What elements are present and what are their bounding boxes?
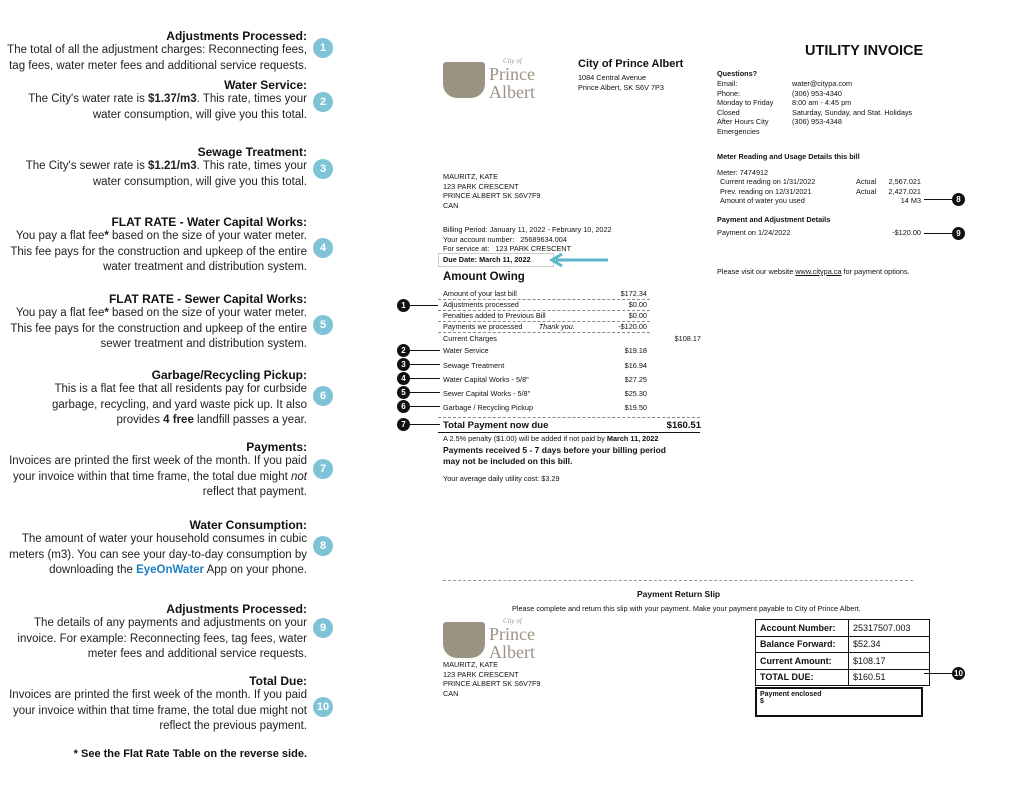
logo-albert: Albert: [489, 82, 535, 102]
slip-instructions: Please complete and return this slip with your payment. Make your payment payable to City of Prince Albert.: [512, 604, 861, 613]
city-name: City of Prince Albert: [578, 58, 684, 70]
current-charges-row: Current Charges $108.17: [443, 334, 701, 343]
legend-number-4: 4: [313, 238, 333, 258]
legend-title-5: FLAT RATE - Sewer Capital Works:: [108, 292, 307, 306]
legend-number-7: 7: [313, 459, 333, 479]
marker-6: 6: [397, 400, 410, 413]
legend-number-1: 1: [313, 38, 333, 58]
payment-section-title: Payment and Adjustment Details: [717, 215, 831, 224]
legend-title-2: Water Service:: [224, 78, 307, 92]
marker-3: 3: [397, 358, 410, 371]
invoice-title: UTILITY INVOICE: [805, 43, 924, 59]
legend-body-1: The total of all the adjustment charges: Reconnecting fees, tag fees, water meter fees and additional service requests.: [7, 44, 307, 72]
legend-number-3: 3: [313, 159, 333, 179]
marker-4: 4: [397, 372, 410, 385]
legend-number-9: 9: [313, 618, 333, 638]
marker-2: 2: [397, 344, 410, 357]
legend-body-10: Invoices are printed the first week of the month. If you paid your invoice within that time frame, the total due might not reflect the previous payment.: [9, 689, 307, 732]
slip-crest-icon: [443, 622, 485, 658]
legend-number-6: 6: [313, 386, 333, 406]
tear-line: [443, 580, 913, 581]
due-date: Due Date: March 11, 2022: [443, 255, 531, 264]
city-logo: [443, 58, 535, 101]
marker-7: 7: [397, 418, 410, 431]
slip-title: Payment Return Slip: [637, 589, 721, 599]
meter-number: Meter: 7474912: [717, 168, 769, 177]
legend-title-10: Total Due:: [249, 674, 307, 688]
slip-row-total: TOTAL DUE: $160.51: [756, 669, 930, 686]
flat-rate-footnote: * See the Flat Rate Table on the reverse side.: [73, 748, 307, 760]
city-address: 1084 Central Avenue Prince Albert, SK S6V 7P3: [578, 73, 664, 92]
meter-section-title: Meter Reading and Usage Details this bill: [717, 152, 860, 161]
contact-block: Email: water@citypa.com Phone: (306) 953-4340 Monday to Friday 8:00 am - 4:45 pm Closed Saturday, Sunday, and Stat. Holidays After Hours City Emergencies (306) 953-4348: [717, 79, 913, 136]
legend-title-3: Sewage Treatment:: [197, 145, 307, 159]
crest-icon: [443, 62, 485, 98]
owing-row-adjustments: Adjustments processed $0.00: [443, 300, 647, 309]
legend-number-10: 10: [313, 697, 333, 717]
payment-enclosed-field[interactable]: [755, 687, 923, 717]
logo-prince: Prince: [489, 64, 535, 84]
eyeonwater-link[interactable]: EyeOnWater: [136, 564, 205, 576]
marker-9: 9: [952, 227, 965, 240]
legend-title-9: Adjustments Processed:: [166, 602, 307, 616]
legend-title-4: FLAT RATE - Water Capital Works:: [111, 215, 307, 229]
slip-row-current: Current Amount: $108.17: [756, 653, 930, 670]
billing-info: Billing Period: January 11, 2022 - February 10, 2022 Your account number: 25689634.004 For service at: 123 PARK CRESCENT: [443, 225, 612, 253]
slip-city-logo: [443, 618, 535, 661]
charge-water-capital: Water Capital Works - 5/8" $27.25: [443, 375, 647, 384]
legend-title-6: Garbage/Recycling Pickup:: [151, 368, 307, 382]
slip-logo-prince: Prince: [489, 624, 535, 644]
legend-title-8: Water Consumption:: [189, 518, 307, 532]
legend-number-5: 5: [313, 315, 333, 335]
charge-garbage: Garbage / Recycling Pickup $19.50: [443, 403, 647, 412]
average-daily-cost: Your average daily utility cost: $3.29: [443, 474, 560, 483]
marker-1: 1: [397, 299, 410, 312]
penalty-note: A 2.5% penalty ($1.00) will be added if not paid by March 11, 2022: [443, 434, 659, 443]
slip-mailing-address: MAURITZ, KATE 123 PARK CRESCENT PRINCE ALBERT SK S6V7F9 CAN: [443, 660, 541, 698]
marker-8: 8: [952, 193, 965, 206]
payments-note: Payments received 5 - 7 days before your billing period may not be included on this bill.: [443, 445, 666, 466]
legend-body-9: The details of any payments and adjustments on your invoice. For example: Reconnecting fees, tag fees, water meter fees and additional service requests.: [17, 617, 307, 660]
logo-city-of: City of: [503, 57, 522, 65]
arrow-icon: [548, 253, 610, 267]
legend-title-7: Payments:: [246, 440, 307, 454]
marker-5: 5: [397, 386, 410, 399]
amount-owing-title: Amount Owing: [443, 271, 525, 283]
owing-row-penalties: Penalties added to Previous Bill $0.00: [443, 311, 647, 320]
slip-logo-albert: Albert: [489, 642, 535, 662]
slip-row-account: Account Number: 25317507.003: [756, 620, 930, 637]
charge-sewer-capital: Sewer Capital Works - 5/8" $25.30: [443, 389, 647, 398]
payment-enclosed-label: Payment enclosed: [760, 691, 822, 698]
slip-logo-city-of: City of: [503, 617, 522, 625]
charge-sewage-treatment: Sewage Treatment $16.94: [443, 361, 647, 370]
slip-summary-table: [755, 619, 930, 686]
legend-body-7: Invoices are printed the first week of the month. If you paid your invoice within that time frame, the total due might not reflect that payment.: [9, 455, 307, 498]
legend-title-1: Adjustments Processed:: [166, 29, 307, 43]
website-note: Please visit our website www.citypa.ca for payment options.: [717, 267, 910, 276]
total-payment-row: Total Payment now due $160.51: [443, 420, 701, 431]
website-link[interactable]: www.citypa.ca: [795, 267, 842, 276]
legend-body-5: You pay a flat fee* based on the size of your water meter. This fee pays for the construction and upkeep of the entire sewer treatment and distribution system.: [10, 307, 307, 350]
owing-row-last-bill: Amount of your last bill $172.34: [443, 289, 647, 298]
legend-body-6: This is a flat fee that all residents pay for curbside garbage, recycling, and yard waste pick up. It also provides 4 free landfill passes a year.: [51, 383, 307, 426]
legend-body-3: The City's sewer rate is $1.21/m3. This rate, times your water consumption, will give you this total.: [25, 160, 307, 188]
legend-number-2: 2: [313, 92, 333, 112]
meter-readings: Current reading on 1/31/2022 Actual 2,567.021 Prev. reading on 12/31/2021 Actual 2,427.021 Amount of water you used 14 M3: [720, 177, 921, 205]
owing-row-payments: Payments we processed Thank you. -$120.00: [443, 322, 647, 331]
legend-number-8: 8: [313, 536, 333, 556]
payment-row: Payment on 1/24/2022 -$120.00: [717, 228, 921, 237]
legend-body-4: You pay a flat fee* based on the size of your water meter. This fee pays for the construction and upkeep of the entire water treatment and distribution system.: [10, 230, 307, 273]
questions-title: Questions?: [717, 69, 758, 78]
slip-row-balance: Balance Forward: $52.34: [756, 636, 930, 653]
owing-rows: [443, 289, 647, 333]
marker-10: 10: [952, 667, 965, 680]
mailing-address: MAURITZ, KATE 123 PARK CRESCENT PRINCE ALBERT SK S6V7F9 CAN: [443, 172, 541, 210]
charge-water-service: Water Service $19.18: [443, 346, 647, 355]
legend-body-8: The amount of water your household consumes in cubic meters (m3). You can see your day-to-day consumption by downloading the EyeOnWater App on your phone.: [9, 533, 307, 576]
legend-body-2: The City's water rate is $1.37/m3. This rate, times your water consumption, will give you this total.: [28, 93, 307, 121]
dollar-sign: $: [760, 698, 764, 705]
